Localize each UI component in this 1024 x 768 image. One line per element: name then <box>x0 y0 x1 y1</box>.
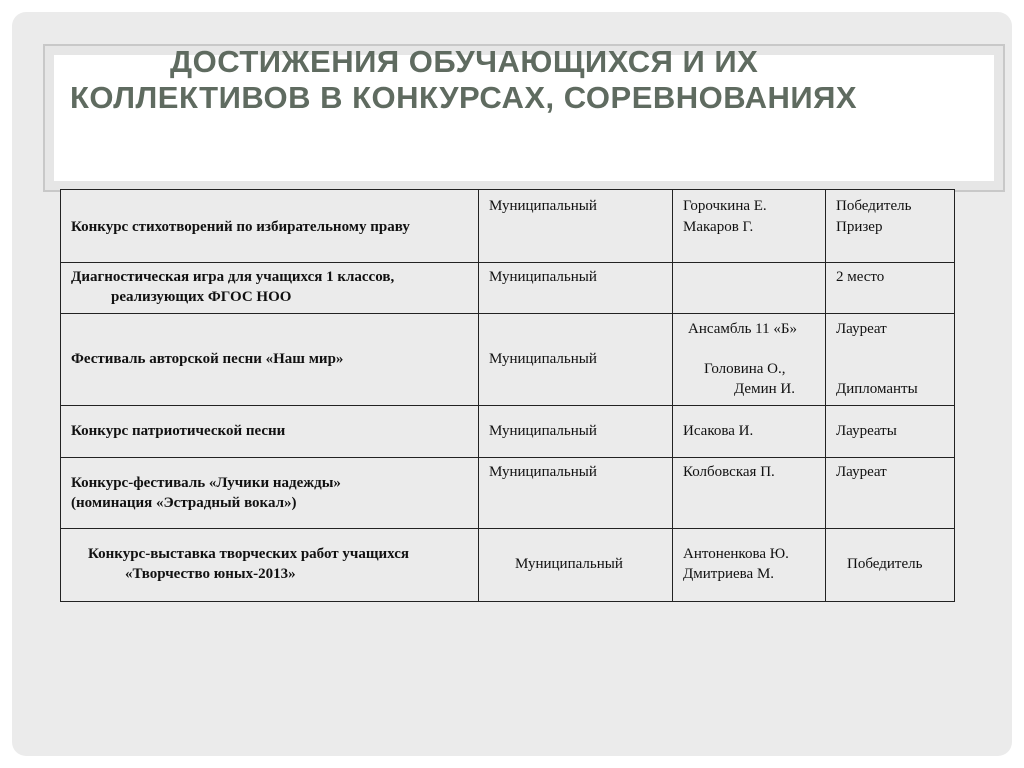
competition-name: Диагностическая игра для учащихся 1 классов, <box>71 269 395 285</box>
result-cell <box>826 458 955 529</box>
competition-name: Конкурс стихотворений по избирательному праву <box>71 219 410 235</box>
competition-name: «Творчество юных-2013» <box>125 566 296 582</box>
competition-cell <box>61 529 479 602</box>
title-line-1: ДОСТИЖЕНИЯ ОБУЧАЮЩИХСЯ И ИХ <box>170 44 759 79</box>
participants-cell <box>673 406 826 458</box>
participants-cell <box>673 314 826 406</box>
level-text: Муниципальный <box>489 269 597 285</box>
participant-name: Горочкина Е. <box>683 198 767 214</box>
competition-cell <box>61 314 479 406</box>
result-cell <box>826 406 955 458</box>
result-text: Лауреат <box>836 321 887 337</box>
result-text: Победитель <box>847 556 923 572</box>
achievements-table <box>60 189 955 602</box>
level-cell <box>479 263 673 314</box>
participant-name: Демин И. <box>734 381 795 397</box>
table-row <box>61 458 955 529</box>
participants-cell <box>673 190 826 263</box>
table-row <box>61 190 955 263</box>
result-text: 2 место <box>836 269 885 285</box>
competition-name: реализующих ФГОС НОО <box>111 289 292 305</box>
result-cell <box>826 529 955 602</box>
result-text: Лауреат <box>836 464 887 480</box>
participant-name: Колбовская П. <box>683 464 775 480</box>
participants-cell <box>673 529 826 602</box>
table-row <box>61 529 955 602</box>
competition-cell <box>61 263 479 314</box>
slide-title <box>70 44 930 116</box>
level-text: Муниципальный <box>489 464 597 480</box>
result-text: Дипломанты <box>836 381 918 397</box>
title-line-2: КОЛЛЕКТИВОВ В КОНКУРСАХ, СОРЕВНОВАНИЯХ <box>70 80 858 115</box>
level-cell <box>479 314 673 406</box>
competition-name: Конкурс патриотической песни <box>71 423 286 439</box>
table-row <box>61 263 955 314</box>
participant-name: Головина О., <box>704 361 786 377</box>
participant-name: Исакова И. <box>683 423 754 439</box>
level-cell <box>479 190 673 263</box>
result-text: Лауреаты <box>836 423 897 439</box>
result-text: Победитель <box>836 198 912 214</box>
result-cell <box>826 314 955 406</box>
table-row <box>61 314 955 406</box>
result-cell <box>826 190 955 263</box>
level-text: Муниципальный <box>489 351 597 367</box>
competition-cell <box>61 190 479 263</box>
participant-name: Макаров Г. <box>683 219 754 235</box>
participant-name: Дмитриева М. <box>683 566 775 582</box>
level-cell <box>479 529 673 602</box>
competition-name: Конкурс-фестиваль «Лучики надежды» <box>71 475 341 491</box>
level-cell <box>479 458 673 529</box>
level-text: Муниципальный <box>489 423 597 439</box>
participant-name: Ансамбль 11 «Б» <box>688 321 797 337</box>
level-text: Муниципальный <box>515 556 623 572</box>
competition-cell <box>61 458 479 529</box>
competition-name: Фестиваль авторской песни «Наш мир» <box>71 351 344 367</box>
level-text: Муниципальный <box>489 198 597 214</box>
competition-name: Конкурс-выставка творческих работ учащихся <box>88 546 409 562</box>
result-cell <box>826 263 955 314</box>
participants-cell <box>673 458 826 529</box>
participants-cell <box>673 263 826 314</box>
competition-name: (номинация «Эстрадный вокал») <box>71 495 297 511</box>
result-text: Призер <box>836 219 883 235</box>
competition-cell <box>61 406 479 458</box>
table-row <box>61 406 955 458</box>
level-cell <box>479 406 673 458</box>
participant-name: Антоненкова Ю. <box>683 546 789 562</box>
